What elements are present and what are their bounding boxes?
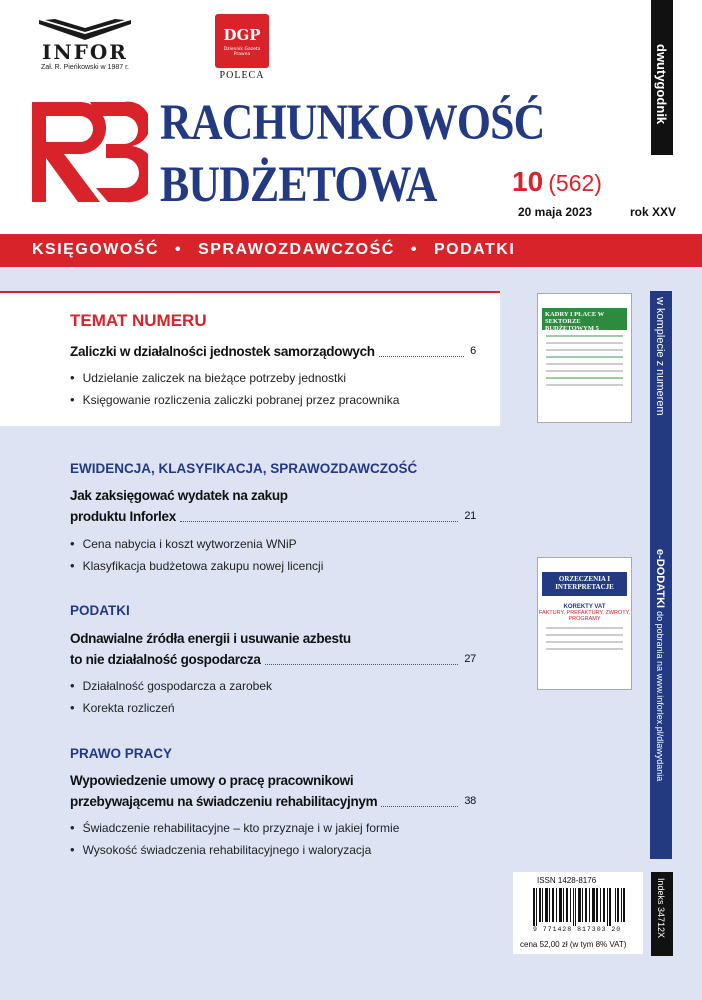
article-line: produktu Inforlex: [70, 509, 176, 524]
text-line: [546, 648, 623, 650]
section-title-prawo-pracy: PRAWO PRACY: [70, 746, 173, 761]
supplement-subtitle2: FAKTURY, PREFAKTURY, ZWROTY, PROGRAMY: [538, 610, 631, 622]
dot-leader: [381, 806, 458, 807]
text-line: [546, 377, 623, 379]
bullet-list: [70, 675, 272, 719]
dgp-badge: [215, 14, 269, 68]
text-line: [546, 634, 623, 636]
text-line: [546, 627, 623, 629]
index-label: Indeks 34712X: [656, 878, 666, 939]
frequency-tab: [651, 0, 673, 155]
issue-total: (562): [548, 170, 602, 196]
article-title[interactable]: [70, 485, 476, 527]
edodatki-note: do pobrania na www.inforlex.pl/dlawydania: [655, 611, 665, 782]
supplement-subtitle: KOREKTY VAT: [563, 604, 606, 610]
section-title-ewidencja: EWIDENCJA, KLASYFIKACJA, SPRAWOZDAWCZOŚĆ: [70, 461, 418, 476]
text-line: [546, 641, 623, 643]
publisher-name: INFOR: [42, 40, 128, 64]
article-title[interactable]: [70, 341, 476, 362]
text-line: [546, 370, 623, 372]
article-line: Jak zaksięgować wydatek na zakup: [70, 488, 288, 503]
issue-num: 10: [512, 166, 544, 197]
article-title[interactable]: [70, 770, 476, 812]
article-title[interactable]: [70, 628, 476, 670]
dgp-logo: [214, 14, 270, 81]
barcode-box: [513, 872, 643, 954]
section-title-podatki: PODATKI: [70, 603, 130, 618]
list-item: • Korekta rozliczeń: [70, 697, 272, 719]
article-line: Wypowiedzenie umowy o pracę pracownikowi: [70, 773, 354, 788]
issue-number: [512, 166, 602, 198]
bullet-list: [70, 817, 399, 861]
issue-year: rok XXV: [630, 205, 677, 219]
article-line: to nie działalność gospodarcza: [70, 652, 261, 667]
page-number: 38: [464, 795, 476, 807]
article-line: Zaliczki w działalności jednostek samorządowych: [70, 344, 375, 359]
dot-leader: [180, 521, 458, 522]
text-line: [546, 349, 623, 351]
dgp-subtitle: Dziennik Gazeta Prawna: [223, 47, 261, 57]
edodatki-label: [654, 549, 666, 781]
magazine-title-line2: BUDŻETOWA: [160, 157, 437, 213]
text-line: [546, 384, 623, 386]
category-item: KSIĘGOWOŚĆ: [32, 241, 160, 258]
dot-leader: [265, 664, 459, 665]
list-item: • Cena nabycia i koszt wytworzenia WNiP: [70, 533, 323, 555]
dgp-title: DGP: [223, 26, 261, 44]
supplements-sidebar: [650, 291, 672, 859]
page-number: 27: [464, 653, 476, 665]
list-item: • Księgowanie rozliczenia zaliczki pobranej przez pracownika: [70, 389, 399, 411]
supplement-title: ORZECZENIA I INTERPRETACJE: [542, 572, 627, 596]
infor-logo: [30, 18, 140, 71]
article-line: Odnawialne źródła energii i usuwanie azbestu: [70, 631, 351, 646]
issn: ISSN 1428-8176: [537, 876, 597, 885]
supplement-title: [542, 308, 627, 330]
edodatki-title: e-DODATKI: [654, 549, 666, 609]
category-bar: [0, 234, 702, 267]
bullet-list: [70, 367, 399, 411]
category-item: SPRAWOZDAWCZOŚĆ: [198, 241, 395, 258]
article-line: przebywającemu na świadczeniu rehabilitacyjnym: [70, 794, 378, 809]
list-item: • Wysokość świadczenia rehabilitacyjnego i waloryzacja: [70, 839, 399, 861]
supplement-thumbnail-kadry[interactable]: [537, 293, 632, 423]
text-line: [546, 356, 623, 358]
index-tab: [651, 872, 673, 956]
dot-leader: [379, 356, 464, 357]
text-line: [546, 335, 623, 337]
page-number: 21: [464, 510, 476, 522]
dgp-poleca: POLECA: [219, 70, 265, 81]
supplement-number: 5: [595, 325, 599, 332]
list-item: • Działalność gospodarcza a zarobek: [70, 675, 272, 697]
category-separator: •: [175, 241, 183, 258]
publisher-subtitle: Zał. R. Pieńkowski w 1987 r.: [41, 64, 129, 71]
open-book-icon: [35, 18, 135, 42]
barcode-digits: 9 771428 817303 20: [533, 926, 622, 933]
barcode-icon: [533, 888, 625, 926]
list-item: • Klasyfikacja budżetowa zakupu nowej licencji: [70, 555, 323, 577]
rb-monogram-icon: [28, 96, 148, 208]
complement-label: w komplecie z numerem: [654, 297, 666, 416]
issue-date: 20 maja 2023: [518, 205, 593, 219]
text-line: [546, 342, 623, 344]
list-item: • Świadczenie rehabilitacyjne – kto przyznaje i w jakiej formie: [70, 817, 399, 839]
bullet-list: [70, 533, 323, 577]
supplement-thumbnail-orzeczenia[interactable]: [537, 557, 632, 690]
category-item: PODATKI: [433, 241, 516, 258]
price: cena 52,00 zł (w tym 8% VAT): [520, 940, 627, 949]
frequency-label: dwutygodnik: [654, 44, 669, 125]
list-item: • Udzielanie zaliczek na bieżące potrzeby jednostki: [70, 367, 399, 389]
supplement-title-text: KADRY I PŁACE W SEKTORZE BUDŻETOWYM: [545, 311, 605, 332]
section-title-featured: TEMAT NUMERU: [70, 311, 207, 330]
category-separator: •: [410, 241, 418, 258]
text-line: [546, 363, 623, 365]
magazine-title-line1: RACHUNKOWOŚĆ: [160, 95, 545, 151]
page-number: 6: [470, 345, 476, 357]
